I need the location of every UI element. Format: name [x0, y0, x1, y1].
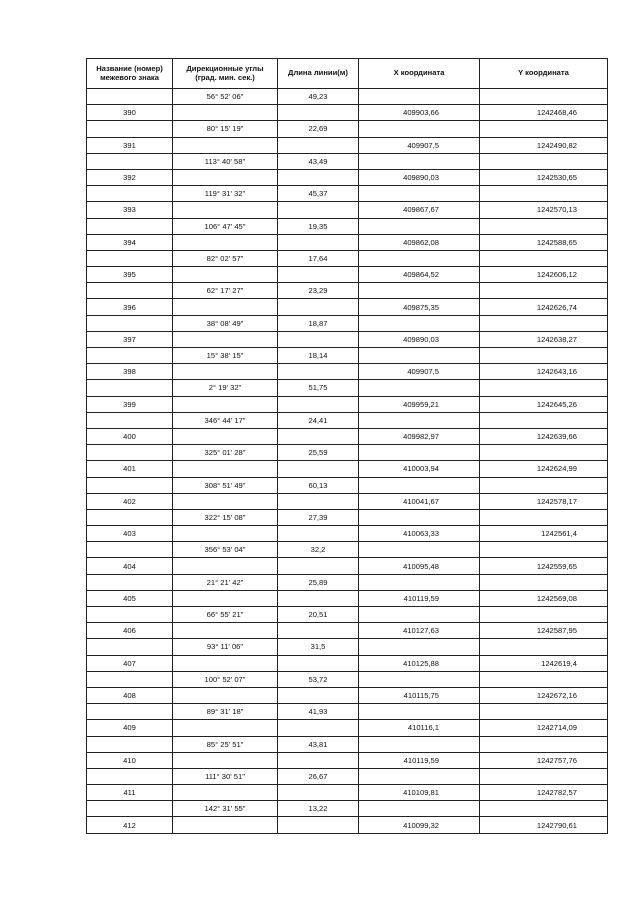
table-row — [87, 153, 608, 169]
bearing-cell: 62° 17' 27" — [173, 283, 278, 299]
table-row — [87, 768, 608, 784]
line-length-cell — [278, 817, 359, 833]
y-coordinate-cell — [480, 639, 608, 655]
marker-name-cell: 396 — [87, 299, 173, 315]
marker-name-cell — [87, 671, 173, 687]
bearing-cell — [173, 590, 278, 606]
x-coordinate-cell: 410063,33 — [359, 526, 480, 542]
x-coordinate-cell — [359, 315, 480, 331]
x-coordinate-cell — [359, 639, 480, 655]
x-coordinate-cell: 410003,94 — [359, 461, 480, 477]
marker-name-cell: 395 — [87, 267, 173, 283]
marker-name-cell: 397 — [87, 331, 173, 347]
marker-name-cell: 391 — [87, 137, 173, 153]
table-row — [87, 348, 608, 364]
x-coordinate-cell — [359, 283, 480, 299]
y-coordinate-cell: 1242587,95 — [480, 623, 608, 639]
line-length-cell — [278, 493, 359, 509]
line-length-cell — [278, 558, 359, 574]
y-coordinate-cell: 1242606,12 — [480, 267, 608, 283]
marker-name-cell: 403 — [87, 526, 173, 542]
bearing-cell: 82° 02' 57" — [173, 250, 278, 266]
y-coordinate-cell: 1242714,09 — [480, 720, 608, 736]
table-row — [87, 186, 608, 202]
table-row — [87, 202, 608, 218]
bearing-cell — [173, 299, 278, 315]
y-coordinate-cell — [480, 121, 608, 137]
marker-name-cell — [87, 477, 173, 493]
bearing-cell: 356° 53' 04" — [173, 542, 278, 558]
y-coordinate-cell — [480, 89, 608, 105]
x-coordinate-cell — [359, 348, 480, 364]
marker-name-cell: 411 — [87, 785, 173, 801]
marker-name-cell: 402 — [87, 493, 173, 509]
line-length-cell — [278, 720, 359, 736]
y-coordinate-cell: 1242468,46 — [480, 105, 608, 121]
x-coordinate-cell: 409890,03 — [359, 169, 480, 185]
table-row — [87, 396, 608, 412]
y-coordinate-cell — [480, 671, 608, 687]
x-coordinate-cell — [359, 477, 480, 493]
table-row — [87, 671, 608, 687]
bearing-cell — [173, 169, 278, 185]
marker-name-cell: 404 — [87, 558, 173, 574]
table-row — [87, 526, 608, 542]
x-coordinate-cell: 409959,21 — [359, 396, 480, 412]
marker-name-cell — [87, 574, 173, 590]
table-body — [87, 89, 608, 834]
y-coordinate-cell — [480, 412, 608, 428]
line-length-cell: 43,49 — [278, 153, 359, 169]
marker-name-cell: 407 — [87, 655, 173, 671]
y-coordinate-cell: 1242624,99 — [480, 461, 608, 477]
y-coordinate-cell — [480, 250, 608, 266]
marker-name-cell: 410 — [87, 752, 173, 768]
x-coordinate-cell: 409907,5 — [359, 137, 480, 153]
line-length-cell: 27,39 — [278, 509, 359, 525]
table-row — [87, 558, 608, 574]
line-length-cell — [278, 137, 359, 153]
bearing-cell: 113° 40' 58" — [173, 153, 278, 169]
y-coordinate-cell — [480, 218, 608, 234]
line-length-cell: 25,89 — [278, 574, 359, 590]
bearing-cell: 346° 44' 17" — [173, 412, 278, 428]
x-coordinate-cell — [359, 704, 480, 720]
header-marker-name: Название (номер) межевого знака — [87, 59, 173, 89]
y-coordinate-cell: 1242559,65 — [480, 558, 608, 574]
line-length-cell: 41,93 — [278, 704, 359, 720]
x-coordinate-cell — [359, 509, 480, 525]
line-length-cell: 22,69 — [278, 121, 359, 137]
y-coordinate-cell — [480, 768, 608, 784]
table-header-row — [87, 59, 608, 89]
y-coordinate-cell: 1242490,82 — [480, 137, 608, 153]
table-row — [87, 542, 608, 558]
y-coordinate-cell: 1242645,26 — [480, 396, 608, 412]
bearing-cell — [173, 234, 278, 250]
line-length-cell: 51,75 — [278, 380, 359, 396]
y-coordinate-cell — [480, 186, 608, 202]
y-coordinate-cell — [480, 736, 608, 752]
line-length-cell — [278, 331, 359, 347]
header-bearing: Дирекционные углы (град. мин. сек.) — [173, 59, 278, 89]
line-length-cell — [278, 785, 359, 801]
line-length-cell: 32,2 — [278, 542, 359, 558]
marker-name-cell — [87, 348, 173, 364]
bearing-cell: 89° 31' 18" — [173, 704, 278, 720]
marker-name-cell: 392 — [87, 169, 173, 185]
marker-name-cell — [87, 283, 173, 299]
table-row — [87, 299, 608, 315]
bearing-cell: 93° 11' 06" — [173, 639, 278, 655]
bearing-cell: 111° 30' 51" — [173, 768, 278, 784]
y-coordinate-cell: 1242569,08 — [480, 590, 608, 606]
line-length-cell: 45,37 — [278, 186, 359, 202]
x-coordinate-cell: 410115,75 — [359, 687, 480, 703]
x-coordinate-cell: 409982,97 — [359, 428, 480, 444]
bearing-cell: 325° 01' 28" — [173, 445, 278, 461]
table-row — [87, 639, 608, 655]
x-coordinate-cell: 409875,35 — [359, 299, 480, 315]
bearing-cell — [173, 331, 278, 347]
line-length-cell: 26,67 — [278, 768, 359, 784]
y-coordinate-cell — [480, 704, 608, 720]
header-x-coordinate: X координата — [359, 59, 480, 89]
table-row — [87, 736, 608, 752]
table-row — [87, 315, 608, 331]
bearing-cell — [173, 202, 278, 218]
marker-name-cell — [87, 509, 173, 525]
bearing-cell: 2° 19' 32" — [173, 380, 278, 396]
line-length-cell: 18,14 — [278, 348, 359, 364]
line-length-cell: 31,5 — [278, 639, 359, 655]
bearing-cell: 85° 25' 51" — [173, 736, 278, 752]
line-length-cell — [278, 590, 359, 606]
x-coordinate-cell — [359, 671, 480, 687]
y-coordinate-cell: 1242626,74 — [480, 299, 608, 315]
y-coordinate-cell: 1242790,61 — [480, 817, 608, 833]
x-coordinate-cell: 409890,03 — [359, 331, 480, 347]
line-length-cell — [278, 234, 359, 250]
x-coordinate-cell — [359, 250, 480, 266]
line-length-cell — [278, 623, 359, 639]
bearing-cell: 119° 31' 32" — [173, 186, 278, 202]
line-length-cell — [278, 169, 359, 185]
bearing-cell — [173, 720, 278, 736]
line-length-cell — [278, 428, 359, 444]
line-length-cell: 25,59 — [278, 445, 359, 461]
table-row — [87, 267, 608, 283]
y-coordinate-cell: 1242643,16 — [480, 364, 608, 380]
table-row — [87, 704, 608, 720]
bearing-cell: 322° 15' 08" — [173, 509, 278, 525]
table-row — [87, 218, 608, 234]
table-row — [87, 234, 608, 250]
table-row — [87, 817, 608, 833]
bearing-cell: 21° 21' 42" — [173, 574, 278, 590]
y-coordinate-cell — [480, 607, 608, 623]
table-row — [87, 655, 608, 671]
x-coordinate-cell: 410125,88 — [359, 655, 480, 671]
table-row — [87, 461, 608, 477]
line-length-cell — [278, 299, 359, 315]
table-row — [87, 169, 608, 185]
table-row — [87, 590, 608, 606]
x-coordinate-cell: 410119,59 — [359, 752, 480, 768]
bearing-cell — [173, 105, 278, 121]
bearing-cell: 38° 08' 49" — [173, 315, 278, 331]
marker-name-cell: 405 — [87, 590, 173, 606]
bearing-cell — [173, 558, 278, 574]
table-row — [87, 283, 608, 299]
marker-name-cell — [87, 768, 173, 784]
table-row — [87, 364, 608, 380]
y-coordinate-cell — [480, 283, 608, 299]
bearing-cell: 80° 15' 19" — [173, 121, 278, 137]
table-row — [87, 574, 608, 590]
marker-name-cell — [87, 121, 173, 137]
y-coordinate-cell: 1242588,65 — [480, 234, 608, 250]
y-coordinate-cell: 1242570,13 — [480, 202, 608, 218]
x-coordinate-cell: 409867,67 — [359, 202, 480, 218]
bearing-cell: 106° 47' 45" — [173, 218, 278, 234]
marker-name-cell: 406 — [87, 623, 173, 639]
marker-name-cell: 394 — [87, 234, 173, 250]
bearing-cell — [173, 655, 278, 671]
marker-name-cell — [87, 250, 173, 266]
line-length-cell — [278, 752, 359, 768]
table-row — [87, 752, 608, 768]
x-coordinate-cell — [359, 736, 480, 752]
line-length-cell: 13,22 — [278, 801, 359, 817]
bearing-cell — [173, 396, 278, 412]
y-coordinate-cell — [480, 380, 608, 396]
x-coordinate-cell — [359, 607, 480, 623]
table-row — [87, 331, 608, 347]
line-length-cell — [278, 655, 359, 671]
table-row — [87, 121, 608, 137]
line-length-cell: 17,64 — [278, 250, 359, 266]
table-row — [87, 89, 608, 105]
marker-name-cell: 390 — [87, 105, 173, 121]
table-row — [87, 412, 608, 428]
marker-name-cell: 401 — [87, 461, 173, 477]
y-coordinate-cell — [480, 153, 608, 169]
x-coordinate-cell: 410127,63 — [359, 623, 480, 639]
line-length-cell — [278, 267, 359, 283]
y-coordinate-cell: 1242578,17 — [480, 493, 608, 509]
table-row — [87, 607, 608, 623]
bearing-cell — [173, 364, 278, 380]
marker-name-cell — [87, 607, 173, 623]
line-length-cell: 18,87 — [278, 315, 359, 331]
table-row — [87, 380, 608, 396]
line-length-cell: 19,35 — [278, 218, 359, 234]
y-coordinate-cell: 1242619,4 — [480, 655, 608, 671]
line-length-cell — [278, 202, 359, 218]
x-coordinate-cell: 410119,59 — [359, 590, 480, 606]
x-coordinate-cell — [359, 412, 480, 428]
marker-name-cell: 409 — [87, 720, 173, 736]
bearing-cell: 15° 38' 15" — [173, 348, 278, 364]
table-row — [87, 493, 608, 509]
x-coordinate-cell: 410109,81 — [359, 785, 480, 801]
marker-name-cell — [87, 704, 173, 720]
x-coordinate-cell: 409862,08 — [359, 234, 480, 250]
bearing-cell — [173, 817, 278, 833]
y-coordinate-cell — [480, 574, 608, 590]
line-length-cell: 24,41 — [278, 412, 359, 428]
line-length-cell — [278, 105, 359, 121]
marker-name-cell — [87, 380, 173, 396]
marker-name-cell — [87, 153, 173, 169]
y-coordinate-cell: 1242639,66 — [480, 428, 608, 444]
marker-name-cell — [87, 89, 173, 105]
x-coordinate-cell — [359, 445, 480, 461]
x-coordinate-cell — [359, 153, 480, 169]
y-coordinate-cell — [480, 315, 608, 331]
x-coordinate-cell — [359, 768, 480, 784]
y-coordinate-cell — [480, 477, 608, 493]
line-length-cell: 20,51 — [278, 607, 359, 623]
y-coordinate-cell — [480, 509, 608, 525]
bearing-cell — [173, 785, 278, 801]
x-coordinate-cell — [359, 380, 480, 396]
table-row — [87, 105, 608, 121]
marker-name-cell — [87, 736, 173, 752]
table-row — [87, 137, 608, 153]
y-coordinate-cell: 1242561,4 — [480, 526, 608, 542]
line-length-cell: 60,13 — [278, 477, 359, 493]
bearing-cell — [173, 137, 278, 153]
y-coordinate-cell: 1242757,76 — [480, 752, 608, 768]
x-coordinate-cell: 410099,32 — [359, 817, 480, 833]
bearing-cell — [173, 428, 278, 444]
header-y-coordinate: Y координата — [480, 59, 608, 89]
x-coordinate-cell: 409907,5 — [359, 364, 480, 380]
bearing-cell — [173, 526, 278, 542]
x-coordinate-cell — [359, 574, 480, 590]
x-coordinate-cell — [359, 801, 480, 817]
x-coordinate-cell — [359, 89, 480, 105]
bearing-cell: 100° 52' 07" — [173, 671, 278, 687]
x-coordinate-cell — [359, 218, 480, 234]
x-coordinate-cell: 409903,66 — [359, 105, 480, 121]
marker-name-cell: 399 — [87, 396, 173, 412]
marker-name-cell — [87, 412, 173, 428]
line-length-cell — [278, 396, 359, 412]
marker-name-cell: 412 — [87, 817, 173, 833]
x-coordinate-cell — [359, 121, 480, 137]
y-coordinate-cell: 1242672,16 — [480, 687, 608, 703]
table-row — [87, 445, 608, 461]
line-length-cell: 53,72 — [278, 671, 359, 687]
line-length-cell — [278, 687, 359, 703]
line-length-cell — [278, 526, 359, 542]
table-row — [87, 623, 608, 639]
marker-name-cell: 400 — [87, 428, 173, 444]
marker-name-cell — [87, 218, 173, 234]
line-length-cell: 49,23 — [278, 89, 359, 105]
x-coordinate-cell: 410041,67 — [359, 493, 480, 509]
marker-name-cell — [87, 445, 173, 461]
table-row — [87, 477, 608, 493]
x-coordinate-cell: 410095,48 — [359, 558, 480, 574]
bearing-cell: 56° 52' 06" — [173, 89, 278, 105]
y-coordinate-cell — [480, 542, 608, 558]
boundary-coordinates-table — [86, 58, 608, 834]
bearing-cell — [173, 267, 278, 283]
marker-name-cell — [87, 186, 173, 202]
y-coordinate-cell — [480, 348, 608, 364]
y-coordinate-cell: 1242530,65 — [480, 169, 608, 185]
y-coordinate-cell: 1242782,57 — [480, 785, 608, 801]
bearing-cell: 66° 55' 21" — [173, 607, 278, 623]
table-row — [87, 509, 608, 525]
bearing-cell — [173, 461, 278, 477]
y-coordinate-cell — [480, 445, 608, 461]
marker-name-cell — [87, 542, 173, 558]
marker-name-cell — [87, 315, 173, 331]
table-row — [87, 785, 608, 801]
bearing-cell: 142° 31' 55" — [173, 801, 278, 817]
table-row — [87, 720, 608, 736]
line-length-cell — [278, 364, 359, 380]
table-row — [87, 250, 608, 266]
marker-name-cell — [87, 801, 173, 817]
bearing-cell — [173, 687, 278, 703]
line-length-cell: 43,81 — [278, 736, 359, 752]
x-coordinate-cell — [359, 542, 480, 558]
marker-name-cell: 398 — [87, 364, 173, 380]
bearing-cell — [173, 493, 278, 509]
bearing-cell — [173, 623, 278, 639]
x-coordinate-cell: 409864,52 — [359, 267, 480, 283]
marker-name-cell: 393 — [87, 202, 173, 218]
y-coordinate-cell: 1242638,27 — [480, 331, 608, 347]
header-line-length: Длина линии(м) — [278, 59, 359, 89]
table-row — [87, 687, 608, 703]
line-length-cell: 23,29 — [278, 283, 359, 299]
table-row — [87, 801, 608, 817]
table-row — [87, 428, 608, 444]
bearing-cell — [173, 752, 278, 768]
y-coordinate-cell — [480, 801, 608, 817]
marker-name-cell — [87, 639, 173, 655]
marker-name-cell: 408 — [87, 687, 173, 703]
x-coordinate-cell — [359, 186, 480, 202]
x-coordinate-cell: 410116,1 — [359, 720, 480, 736]
bearing-cell: 308° 51' 49" — [173, 477, 278, 493]
line-length-cell — [278, 461, 359, 477]
